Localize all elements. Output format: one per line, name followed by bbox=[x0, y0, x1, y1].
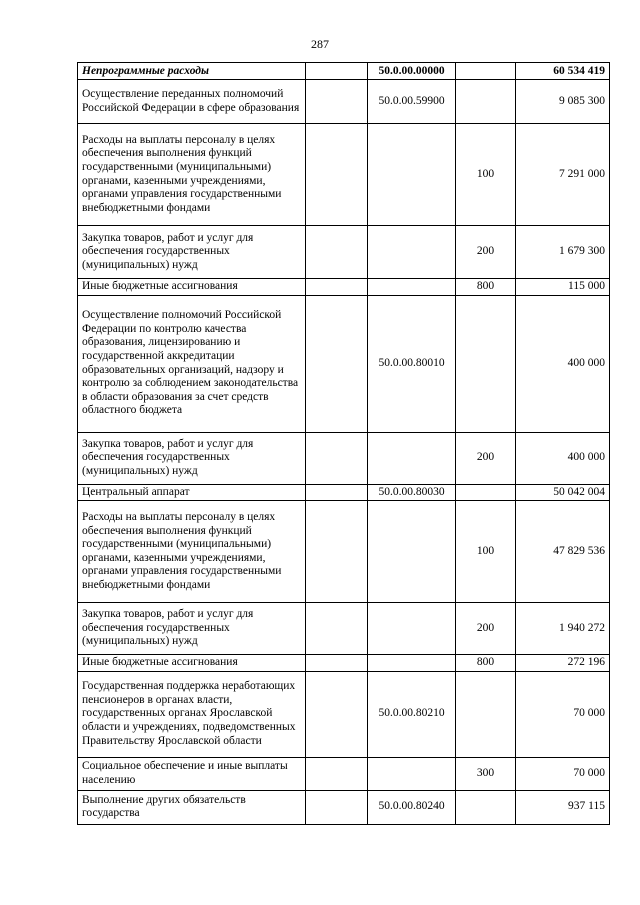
table-row bbox=[78, 671, 610, 757]
row-blank-cell bbox=[306, 655, 368, 672]
row-type-cell bbox=[456, 80, 516, 124]
row-blank-cell bbox=[306, 671, 368, 757]
table-row bbox=[78, 432, 610, 484]
page-number: 287 bbox=[311, 37, 329, 51]
row-amount-cell: 9 085 300 bbox=[516, 80, 610, 124]
row-name-cell: Центральный аппарат bbox=[78, 484, 306, 501]
row-code-cell bbox=[368, 655, 456, 672]
row-amount-cell: 400 000 bbox=[516, 432, 610, 484]
table-row bbox=[78, 295, 610, 432]
row-blank-cell bbox=[306, 790, 368, 824]
row-blank-cell bbox=[306, 432, 368, 484]
row-amount-cell: 70 000 bbox=[516, 757, 610, 790]
row-name-cell: Иные бюджетные ассигнования bbox=[78, 279, 306, 296]
table-row bbox=[78, 226, 610, 279]
table-row bbox=[78, 790, 610, 824]
row-code-cell: 50.0.00.80240 bbox=[368, 790, 456, 824]
header-name-cell: Непрограммные расходы bbox=[78, 63, 306, 80]
row-type-cell: 800 bbox=[456, 279, 516, 296]
row-type-cell: 100 bbox=[456, 124, 516, 226]
row-blank-cell bbox=[306, 124, 368, 226]
table-row bbox=[78, 501, 610, 603]
row-blank-cell bbox=[306, 501, 368, 603]
row-name-cell: Иные бюджетные ассигнования bbox=[78, 655, 306, 672]
row-type-cell bbox=[456, 295, 516, 432]
row-code-cell bbox=[368, 432, 456, 484]
row-blank-cell bbox=[306, 757, 368, 790]
row-name-cell: Расходы на выплаты персоналу в целях обеспечения выполнения функций государственными (муниципальными) органами, казенными учреждениями, органами управления государственными внебюджетными фондами bbox=[78, 124, 306, 226]
header-type-cell bbox=[456, 63, 516, 80]
row-amount-cell: 1 940 272 bbox=[516, 603, 610, 655]
row-code-cell: 50.0.00.80010 bbox=[368, 295, 456, 432]
row-blank-cell bbox=[306, 603, 368, 655]
row-name-cell: Закупка товаров, работ и услуг для обеспечения государственных (муниципальных) нужд bbox=[78, 432, 306, 484]
row-amount-cell: 1 679 300 bbox=[516, 226, 610, 279]
row-type-cell bbox=[456, 671, 516, 757]
row-code-cell: 50.0.00.80030 bbox=[368, 484, 456, 501]
row-amount-cell: 47 829 536 bbox=[516, 501, 610, 603]
table-row bbox=[78, 124, 610, 226]
row-code-cell bbox=[368, 124, 456, 226]
row-type-cell: 200 bbox=[456, 432, 516, 484]
row-amount-cell: 937 115 bbox=[516, 790, 610, 824]
row-type-cell bbox=[456, 790, 516, 824]
row-blank-cell bbox=[306, 226, 368, 279]
row-blank-cell bbox=[306, 484, 368, 501]
header-blank-cell bbox=[306, 63, 368, 80]
row-amount-cell: 115 000 bbox=[516, 279, 610, 296]
row-amount-cell: 7 291 000 bbox=[516, 124, 610, 226]
row-name-cell: Осуществление полномочий Российской Федерации по контролю качества образования, лицензированию и государственной аккредитации образовательных организаций, надзору и контролю за соблюдением законодательства в области образования за счет средств областного бюджета bbox=[78, 295, 306, 432]
row-amount-cell: 50 042 004 bbox=[516, 484, 610, 501]
table-row bbox=[78, 757, 610, 790]
row-amount-cell: 70 000 bbox=[516, 671, 610, 757]
row-type-cell: 200 bbox=[456, 603, 516, 655]
row-amount-cell: 272 196 bbox=[516, 655, 610, 672]
budget-table bbox=[77, 62, 610, 825]
header-code-cell: 50.0.00.00000 bbox=[368, 63, 456, 80]
row-code-cell bbox=[368, 226, 456, 279]
row-type-cell: 200 bbox=[456, 226, 516, 279]
row-name-cell: Осуществление переданных полномочий Российской Федерации в сфере образования bbox=[78, 80, 306, 124]
row-code-cell: 50.0.00.80210 bbox=[368, 671, 456, 757]
table-row bbox=[78, 655, 610, 672]
row-name-cell: Закупка товаров, работ и услуг для обеспечения государственных (муниципальных) нужд bbox=[78, 226, 306, 279]
row-name-cell: Выполнение других обязательств государства bbox=[78, 790, 306, 824]
table-row bbox=[78, 603, 610, 655]
row-blank-cell bbox=[306, 80, 368, 124]
table-row bbox=[78, 279, 610, 296]
row-name-cell: Государственная поддержка неработающих пенсионеров в органах власти, государственных органах Ярославской области и учреждениях, подведомственных Правительству Ярославской области bbox=[78, 671, 306, 757]
row-type-cell: 300 bbox=[456, 757, 516, 790]
table-row bbox=[78, 80, 610, 124]
row-name-cell: Социальное обеспечение и иные выплаты населению bbox=[78, 757, 306, 790]
row-type-cell bbox=[456, 484, 516, 501]
row-name-cell: Расходы на выплаты персоналу в целях обеспечения выполнения функций государственными (муниципальными) органами, казенными учреждениями, органами управления государственными внебюджетными фондами bbox=[78, 501, 306, 603]
row-blank-cell bbox=[306, 279, 368, 296]
table-header-row bbox=[78, 63, 610, 80]
header-amount-cell: 60 534 419 bbox=[516, 63, 610, 80]
row-code-cell bbox=[368, 279, 456, 296]
row-amount-cell: 400 000 bbox=[516, 295, 610, 432]
row-type-cell: 100 bbox=[456, 501, 516, 603]
row-blank-cell bbox=[306, 295, 368, 432]
row-code-cell bbox=[368, 603, 456, 655]
table-row bbox=[78, 484, 610, 501]
row-type-cell: 800 bbox=[456, 655, 516, 672]
row-code-cell: 50.0.00.59900 bbox=[368, 80, 456, 124]
row-code-cell bbox=[368, 757, 456, 790]
budget-table-body bbox=[78, 63, 610, 825]
row-name-cell: Закупка товаров, работ и услуг для обеспечения государственных (муниципальных) нужд bbox=[78, 603, 306, 655]
row-code-cell bbox=[368, 501, 456, 603]
